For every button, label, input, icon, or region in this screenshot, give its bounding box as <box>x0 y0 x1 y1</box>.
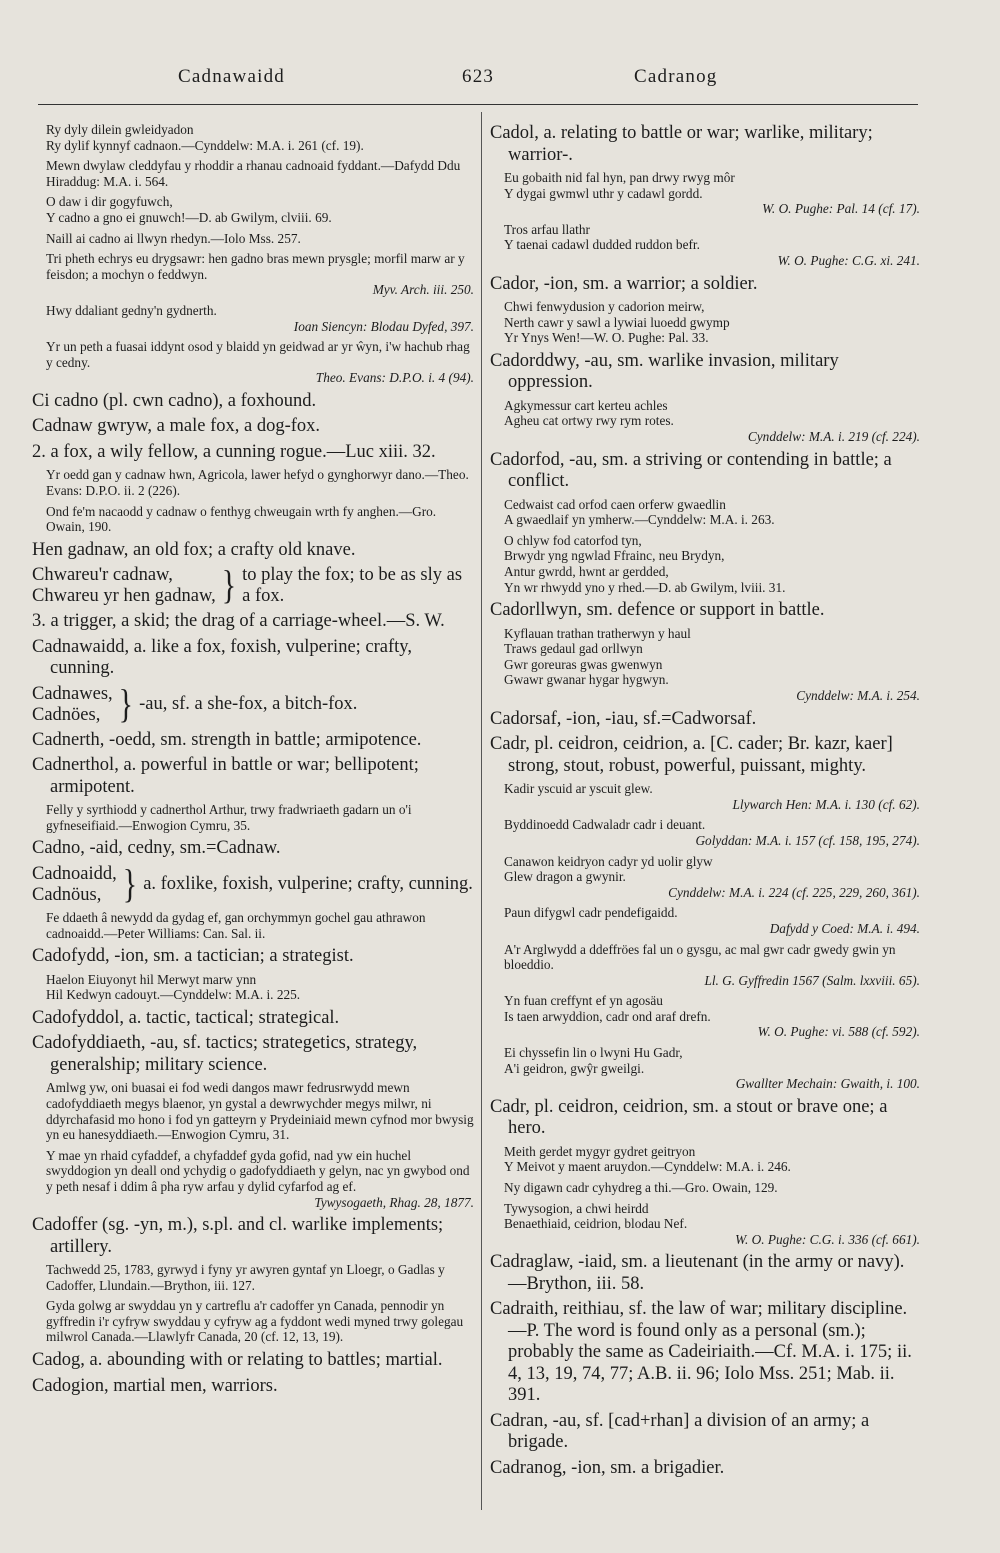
quotation <box>46 158 474 189</box>
headword-entry: Cadorllwyn, sm. defence or support in battle. <box>490 600 825 621</box>
quotation-line: Eu gobaith nid fal hyn, pan drwy rwyg môr <box>504 170 735 185</box>
quotation <box>504 817 920 848</box>
brace-mark: } <box>118 681 134 727</box>
quotation-line: Yn fuan creffynt ef yn agosäu <box>504 993 663 1009</box>
headword-entry: Cadranog, -ion, sm. a brigadier. <box>490 1457 725 1478</box>
quotation-line: Y mae yn rhaid cyfaddef, a chyfaddef gyda gofid, nad yw ein huchel swyddogion yn deall ond ychydig o gadofyddiaeth y gelyn, nac yn gwybod ond y peth nesaf i ddim â pha ryw arfau y dylid cyfarfod ag ef. <box>46 1147 470 1194</box>
quotation <box>504 1144 920 1175</box>
quotation-line: Ei chyssefin lin o lwyni Hu Gadr, <box>504 1045 683 1061</box>
quotation-source: Cynddelw: M.A. i. 219 (cf. 224). <box>747 429 920 445</box>
headword-entry: Cadorddwy, -au, sm. warlike invasion, military oppression. <box>490 350 839 393</box>
quotation-source: W. O. Pughe: C.G. i. 336 (cf. 661). <box>735 1231 920 1247</box>
quotation <box>46 972 474 1003</box>
braced-entry <box>32 565 474 607</box>
quotation-line: Yr Ynys Wen!—W. O. Pughe: Pal. 33. <box>504 330 709 346</box>
column-divider <box>481 112 482 1510</box>
quotation <box>504 781 920 812</box>
headword-entry: Cadraith, reithiau, sf. the law of war; military discipline.—P. The word is found only as a personal (sm.); probably the same as Cadeiriaith.—Cf. M.A. i. 175; ii. 4, 13, 19, 74, 77; A.B. ii. 96; Iolo Mss. 251; Mab. ii. 391. <box>490 1299 912 1406</box>
quotation-line: Tri pheth echrys eu drygsawr: hen gadno bras mewn prysgle; morfil marw ar y feisdon; a mochyn o feddwyn. <box>46 251 465 282</box>
quotation <box>504 533 920 595</box>
quotation <box>504 854 920 901</box>
quotation <box>504 905 920 936</box>
headword-entry: 2. a fox, a wily fellow, a cunning rogue.—Luc xiii. 32. <box>32 441 436 462</box>
quotation-line: Canawon keidryon cadyr yd uolir glyw <box>504 853 713 869</box>
quotation-source: Golyddan: M.A. i. 157 (cf. 158, 195, 274). <box>695 832 920 848</box>
headword-entry: Cadol, a. relating to battle or war; warlike, military; warrior-. <box>490 123 873 165</box>
quotation-line: Yn wr rhwydd yno y rhed.—D. ab Gwilym, lviii. 31. <box>504 579 786 595</box>
brace-mark: } <box>122 862 138 907</box>
headword-entry: Cadoffer (sg. -yn, m.), s.pl. and cl. warlike implements; artillery. <box>32 1215 444 1257</box>
quotation <box>46 251 474 298</box>
quotation-line: Agheu cat ortwy rwy rym rotes. <box>504 413 674 429</box>
quotation-line: Paun difygwl cadr pendefigaidd. <box>504 905 678 921</box>
quotation-line: Yr oedd gan y cadnaw hwn, Agricola, lawer hefyd o gynghorwyr dano.—Theo. Evans: D.P.O. ii. 2 (226). <box>46 467 469 498</box>
quotation <box>46 1148 474 1210</box>
quotation-line: Is taen arwyddion, cadr ond araf drefn. <box>504 1008 711 1024</box>
quotation-source: Gwallter Mechain: Gwaith, i. 100. <box>735 1076 920 1092</box>
quotation-line: Brwydr yng ngwlad Ffrainc, neu Brydyn, <box>504 548 725 564</box>
headword-entry: Cadr, pl. ceidron, ceidrion, sm. a stout or brave one; a hero. <box>490 1096 888 1139</box>
quotation-line: Agkymessur cart kerteu achles <box>504 397 668 413</box>
quotation <box>504 398 920 445</box>
quotation-line: Y Meivot y maent aruydon.—Cynddelw: M.A. i. 246. <box>504 1159 791 1175</box>
quotation <box>504 497 920 528</box>
quotation <box>46 1080 474 1142</box>
headword-entry: Cadnerthol, a. powerful in battle or war; bellipotent; armipotent. <box>32 755 419 797</box>
quotation-line: Amlwg yw, oni buasai ei fod wedi dangos mawr fedrusrwydd mewn cadofyddiaeth megys blaenor, yn gystal a dewrwychder megys milwr, ni ddyrchafasid mo hono i fod yn gatteyrn y Prydeiniaid mewn cyfnod mor bwysig yn eu hanesyddiaeth.—Enwogion Cymru, 31. <box>46 1080 474 1143</box>
braced-term: Cadnoaidd, <box>32 863 117 884</box>
quotation <box>46 194 474 225</box>
quotation <box>46 910 474 941</box>
quotation-line: Antur gwrdd, hwnt ar gerdded, <box>504 564 669 579</box>
braced-term: Cadnöus, <box>32 884 102 905</box>
headword-entry: Cadofyddiaeth, -au, sf. tactics; strategetics, strategy, generalship; military science. <box>32 1033 418 1075</box>
quotation <box>46 303 474 334</box>
braced-definition: a. foxlike, foxish, vulperine; crafty, cunning. <box>143 874 473 895</box>
quotation <box>504 1201 920 1248</box>
headword-entry: Cadogion, martial men, warriors. <box>32 1375 278 1396</box>
quotation-line: Nerth cawr y sawl a lywiai luoedd gwymp <box>504 314 730 330</box>
braced-entry <box>32 864 474 906</box>
headword-entry: Ci cadno (pl. cwn cadno), a foxhound. <box>32 390 317 411</box>
headword-entry: Cadorsaf, -ion, -iau, sf.=Cadworsaf. <box>490 708 757 729</box>
quotation-source: Dafydd y Coed: M.A. i. 494. <box>769 920 920 936</box>
quotation <box>46 1298 474 1345</box>
running-header <box>0 66 1000 100</box>
quotation-line: Ond fe'm nacaodd y cadnaw o fenthyg chweugain wrth fy anghen.—Gro. Owain, 190. <box>46 503 437 535</box>
quotation <box>504 222 920 269</box>
quotation-line: O chlyw fod catorfod tyn, <box>504 532 642 548</box>
quotation <box>504 1045 920 1092</box>
headword-entry: Cadno, -aid, cedny, sm.=Cadnaw. <box>32 838 281 859</box>
quotation-source: Myv. Arch. iii. 250. <box>372 282 474 298</box>
header-right-word: Cadranog <box>634 66 718 87</box>
quotation-line: Cedwaist cad orfod caen orferw gwaedlin <box>504 496 726 512</box>
quotation-line: Y cadno a gno ei gnuwch!—D. ab Gwilym, clviii. 69. <box>46 209 332 225</box>
headword-entry: Hen gadnaw, an old fox; a crafty old knave. <box>32 539 356 560</box>
braced-definition: to play the fox; to be as sly as a fox. <box>242 565 463 607</box>
quotation-line: Traws gedaul gad orllwyn <box>504 641 643 657</box>
quotation-source: Tywysogaeth, Rhag. 28, 1877. <box>314 1194 474 1210</box>
quotation-line: Tywysogion, a chwi heirdd <box>504 1200 649 1216</box>
quotation-line: Glew dragon a gwynir. <box>504 869 626 885</box>
left-column <box>32 120 474 1401</box>
quotation-line: Y dygai gwmwl uthr y cadawl gordd. <box>504 185 703 201</box>
headword-entry: 3. a trigger, a skid; the drag of a carriage-wheel.—S. W. <box>32 611 445 632</box>
quotation-source: W. O. Pughe: C.G. xi. 241. <box>777 252 920 268</box>
quotation-source: Cynddelw: M.A. i. 254. <box>796 688 920 704</box>
header-left-word: Cadnawaidd <box>178 66 285 87</box>
quotation-source: Llywarch Hen: M.A. i. 130 (cf. 62). <box>732 796 920 812</box>
headword-entry: Cadraglaw, -iaid, sm. a lieutenant (in the army or navy).—Brython, iii. 58. <box>490 1252 905 1294</box>
quotation-line: Tachwedd 25, 1783, gyrwyd i fyny yr awyren gyntaf yn Lloegr, o Gadlas y Cadoffer, Llundain.—Brython, iii. 127. <box>46 1262 445 1293</box>
quotation <box>46 467 474 498</box>
quotation-source: Ioan Siencyn: Blodau Dyfed, 397. <box>293 318 474 334</box>
header-rule <box>38 104 918 105</box>
quotation-line: Mewn dwylaw cleddyfau y rhoddir a rhanau cadnoaid fyddant.—Dafydd Ddu Hiraddug: M.A. i. 564. <box>46 158 461 189</box>
quotation-source: W. O. Pughe: Pal. 14 (cf. 17). <box>762 201 920 217</box>
headword-entry: Cador, -ion, sm. a warrior; a soldier. <box>490 273 758 294</box>
quotation-line: Y taenai cadawl dudded ruddon befr. <box>504 237 700 253</box>
quotation-line: Tros arfau llathr <box>504 221 590 237</box>
braced-definition: -au, sf. a she-fox, a bitch-fox. <box>139 694 358 715</box>
quotation-line: A'i geidron, gwŷr gweilgi. <box>504 1060 645 1076</box>
quotation <box>46 802 474 833</box>
quotation-line: Gwr goreuras gwas gwenwyn <box>504 656 663 672</box>
brace-mark: } <box>221 563 237 608</box>
quotation <box>46 339 474 386</box>
braced-term: Cadnöes, <box>32 704 101 725</box>
quotation-line: Chwi fenwydusion y cadorion meirw, <box>504 299 705 315</box>
braced-term: Chwareu yr hen gadnaw, <box>32 586 216 607</box>
quotation-line: Benaethiaid, ceidrion, blodau Nef. <box>504 1216 688 1232</box>
quotation <box>46 1262 474 1293</box>
headword-entry: Cadofyddol, a. tactic, tactical; strategical. <box>32 1007 340 1028</box>
quotation-line: A gwaedlaif yn ymherw.—Cynddelw: M.A. i. 263. <box>504 512 775 528</box>
right-column <box>490 120 920 1483</box>
quotation-line: Kyflauan trathan tratherwyn y haul <box>504 625 691 641</box>
braced-entry <box>32 681 474 727</box>
headword-entry: Cadorfod, -au, sm. a striving or contending in battle; a conflict. <box>490 449 892 492</box>
quotation-line: Gwawr gwanar hygar hygwyn. <box>504 672 669 688</box>
quotation-source: Cynddelw: M.A. i. 224 (cf. 225, 229, 260, 361). <box>668 884 920 900</box>
quotation-line: A'r Arglwydd a ddeffröes fal un o gysgu, ac mal gwr cadr gwedy gwin yn bloeddio. <box>504 941 896 973</box>
braced-term: Chwareu'r cadnaw, <box>32 565 173 586</box>
quotation <box>46 231 474 247</box>
quotation <box>504 1180 920 1196</box>
headword-entry: Cadr, pl. ceidron, ceidrion, a. [C. cader; Br. kazr, kaer] strong, stout, robust, powerful, puissant, mighty. <box>490 734 893 776</box>
headword-entry: Cadnawaidd, a. like a fox, foxish, vulperine; crafty, cunning. <box>32 636 412 679</box>
headword-entry: Cadofydd, -ion, sm. a tactician; a strategist. <box>32 946 354 967</box>
quotation-line: Felly y syrthiodd y cadnerthol Arthur, trwy fradwriaeth gadarn un o'i gyfneseifiaid.—Enwogion Cymru, 35. <box>46 802 412 833</box>
page-number: 623 <box>462 66 495 87</box>
quotation <box>46 504 474 535</box>
quotation-line: Ry dyly dilein gwleidyadon <box>46 122 194 137</box>
headword-entry: Cadog, a. abounding with or relating to battles; martial. <box>32 1350 443 1371</box>
quotation <box>504 993 920 1040</box>
quotation-line: Ry dylif kynnyf cadnaon.—Cynddelw: M.A. i. 261 (cf. 19). <box>46 137 364 153</box>
quotation-line: Haelon Eiuyonyt hil Merwyt marw ynn <box>46 971 257 987</box>
quotation-source: Theo. Evans: D.P.O. i. 4 (94). <box>315 370 474 386</box>
quotation <box>504 626 920 704</box>
quotation-line: Kadir yscuid ar yscuit glew. <box>504 781 653 797</box>
quotation <box>504 299 920 346</box>
quotation <box>504 942 920 989</box>
quotation-line: Ny digawn cadr cyhydreg a thi.—Gro. Owain, 129. <box>504 1180 778 1196</box>
quotation-line: Gyda golwg ar swyddau yn y cartreflu a'r cadoffer yn Canada, pennodir yn gyffredin i'r cyfryw swyddau y cyfryw ag a fyddont wedi myned trwy golegau milwrol Canada.—Llawlyfr Canada, 20 (cf. 12, 13, 19). <box>46 1298 464 1345</box>
quotation <box>504 170 920 217</box>
quotation-line: Fe ddaeth â newydd da gydag ef, gan orchymmyn gochel gau athrawon cadnoaidd.—Peter Williams: Can. Sal. ii. <box>46 909 426 941</box>
quotation-line: Meith gerdet mygyr gydret geitryon <box>504 1143 696 1159</box>
quotation-source: W. O. Pughe: vi. 588 (cf. 592). <box>757 1024 920 1040</box>
headword-entry: Cadnerth, -oedd, sm. strength in battle; armipotence. <box>32 729 422 750</box>
headword-entry: Cadnaw gwryw, a male fox, a dog-fox. <box>32 416 321 437</box>
quotation-line: Naill ai cadno ai llwyn rhedyn.—Iolo Mss. 257. <box>46 230 301 246</box>
quotation-line: O daw i dir gogyfuwch, <box>46 194 173 210</box>
headword-entry: Cadran, -au, sf. [cad+rhan] a division of an army; a brigade. <box>490 1410 870 1453</box>
braced-term: Cadnawes, <box>32 683 113 704</box>
quotation-line: Yr un peth a fuasai iddynt osod y blaidd yn geidwad ar yr ŵyn, i'w hachub rhag y cedny. <box>46 339 470 370</box>
quotation-line: Hil Kedwyn cadouyt.—Cynddelw: M.A. i. 225. <box>46 987 301 1003</box>
quotation-line: Hwy ddaliant gedny'n gydnerth. <box>46 302 217 318</box>
quotation-source: Ll. G. Gyffredin 1567 (Salm. lxxviii. 65). <box>704 972 920 988</box>
quotation-line: Byddinoedd Cadwaladr cadr i deuant. <box>504 817 706 833</box>
quotation <box>46 122 474 153</box>
